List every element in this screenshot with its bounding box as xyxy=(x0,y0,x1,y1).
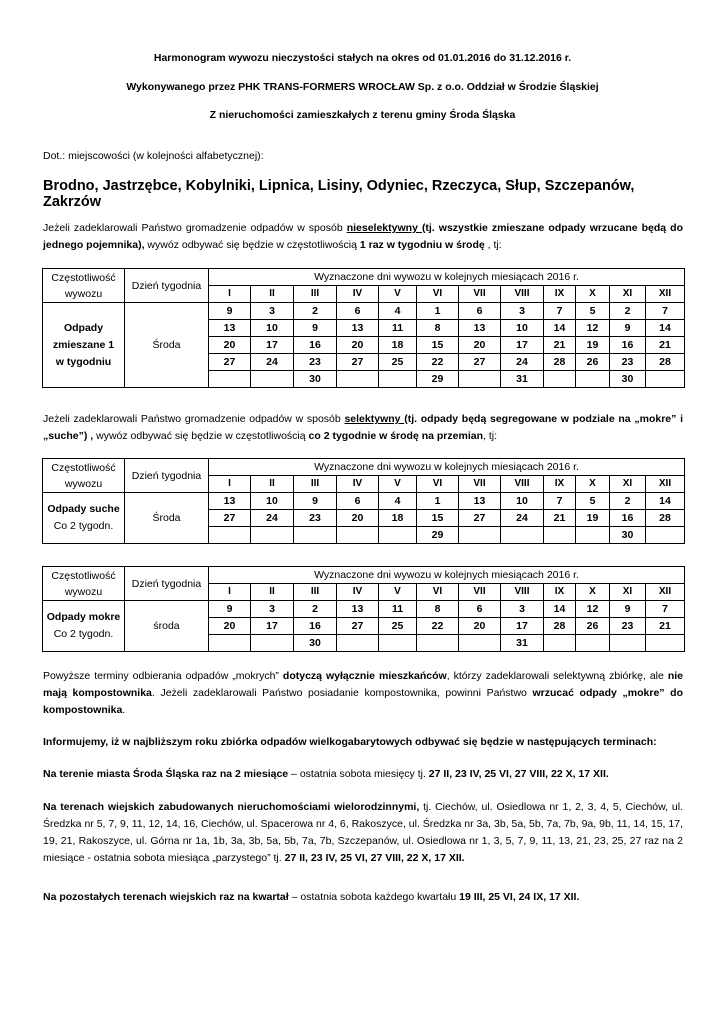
date-cell: 14 xyxy=(646,493,685,510)
date-cell xyxy=(379,527,417,544)
date-cell: 6 xyxy=(337,493,379,510)
date-cell: 16 xyxy=(610,337,646,354)
date-cell: 21 xyxy=(646,618,685,635)
month-header: VI xyxy=(417,584,459,601)
table-row xyxy=(43,601,685,618)
date-cell: 26 xyxy=(576,354,610,371)
month-header: II xyxy=(251,286,294,303)
date-cell: 30 xyxy=(610,371,646,388)
date-cell: 2 xyxy=(294,601,337,618)
month-header: XII xyxy=(646,476,685,493)
waste-type-label xyxy=(43,303,125,388)
date-cell: 20 xyxy=(337,337,379,354)
date-cell: 25 xyxy=(379,354,417,371)
month-header: II xyxy=(251,584,294,601)
month-header: IX xyxy=(544,584,576,601)
date-cell: 18 xyxy=(379,337,417,354)
date-cell: 1 xyxy=(417,493,459,510)
date-cell: 28 xyxy=(544,618,576,635)
date-cell xyxy=(459,371,501,388)
month-header: VII xyxy=(459,286,501,303)
weekday-cell: Środa xyxy=(125,493,209,544)
date-cell xyxy=(646,635,685,652)
date-cell: 30 xyxy=(294,635,337,652)
month-header: X xyxy=(576,476,610,493)
date-cell: 3 xyxy=(251,303,294,320)
date-cell xyxy=(646,527,685,544)
date-cell: 31 xyxy=(501,371,544,388)
date-cell xyxy=(251,371,294,388)
waste-type-text: Odpady suche xyxy=(47,503,120,515)
header-frequency: Częstotliwość wywozu xyxy=(43,459,125,493)
month-header: X xyxy=(576,584,610,601)
date-cell: 24 xyxy=(501,510,544,527)
month-header: IV xyxy=(337,584,379,601)
date-cell: 19 xyxy=(576,510,610,527)
date-cell: 3 xyxy=(501,601,544,618)
month-header: VIII xyxy=(501,286,544,303)
month-header: VII xyxy=(459,584,501,601)
month-header: XII xyxy=(646,286,685,303)
date-cell: 26 xyxy=(576,618,610,635)
title-line-1: Harmonogram wywozu nieczystości stałych na okres od 01.01.2016 do 31.12.2016 r. xyxy=(153,52,572,64)
date-cell xyxy=(576,371,610,388)
date-cell: 14 xyxy=(544,601,576,618)
date-cell: 14 xyxy=(646,320,685,337)
month-header: IV xyxy=(337,476,379,493)
date-cell: 12 xyxy=(576,320,610,337)
frequency-text: Co 2 tygodn. xyxy=(53,520,114,532)
date-cell: 13 xyxy=(209,320,251,337)
paragraph-compost: Powyższe terminy odbierania odpadów „mokrych” dotyczą wyłącznie mieszkańców, którzy zadeklarowali selektywną zbiórkę, ale nie mają kompostownika. Jeżeli zadeklarowali Państwo posiadanie kompostownika, powinni Państwo wrzucać odpady „mokre” do kompostownika. xyxy=(43,670,683,716)
date-cell: 27 xyxy=(459,510,501,527)
date-cell: 9 xyxy=(209,303,251,320)
waste-type-label xyxy=(43,493,125,544)
paragraph-bulky-rural: Na pozostałych terenach wiejskich raz na kwartał – ostatnia sobota każdego kwartału 19 III, 25 VI, 24 IX, 17 XII. xyxy=(43,891,580,903)
date-cell: 23 xyxy=(610,618,646,635)
date-cell xyxy=(337,371,379,388)
date-cell: 29 xyxy=(417,371,459,388)
paragraph-bulky-intro: Informujemy, iż w najbliższym roku zbiórka odpadów wielkogabarytowych odbywać się będzie w następujących terminach: xyxy=(43,736,657,748)
date-cell: 16 xyxy=(294,618,337,635)
date-cell: 10 xyxy=(251,320,294,337)
month-header: III xyxy=(294,584,337,601)
date-cell: 2 xyxy=(610,303,646,320)
date-cell: 13 xyxy=(337,320,379,337)
date-cell: 7 xyxy=(646,303,685,320)
month-header: XI xyxy=(610,286,646,303)
date-cell xyxy=(544,371,576,388)
date-cell: 27 xyxy=(337,354,379,371)
date-cell: 21 xyxy=(544,337,576,354)
header-frequency: Częstotliwość wywozu xyxy=(43,567,125,601)
date-cell xyxy=(501,527,544,544)
date-cell: 11 xyxy=(379,320,417,337)
date-cell: 9 xyxy=(294,493,337,510)
date-cell xyxy=(379,371,417,388)
date-cell: 23 xyxy=(610,354,646,371)
month-header: V xyxy=(379,476,417,493)
date-cell xyxy=(209,371,251,388)
date-cell: 17 xyxy=(251,337,294,354)
date-cell: 28 xyxy=(646,510,685,527)
date-cell: 27 xyxy=(209,510,251,527)
date-cell: 5 xyxy=(576,493,610,510)
month-header: III xyxy=(294,476,337,493)
month-header: VIII xyxy=(501,476,544,493)
date-cell: 8 xyxy=(417,601,459,618)
paragraph-unsorted: Jeżeli zadeklarowali Państwo gromadzenie odpadów w sposób nieselektywny (tj. wszystkie zmieszane odpady wrzucane będą do jednego pojemnika), wywóz odbywać się będzie w częstotliwością 1 raz w tygodniu w środę , tj: xyxy=(43,222,684,251)
date-cell: 19 xyxy=(576,337,610,354)
date-cell: 29 xyxy=(417,527,459,544)
date-cell: 12 xyxy=(576,601,610,618)
waste-type-text: Odpady zmieszane 1 w tygodniu xyxy=(52,321,115,368)
date-cell: 30 xyxy=(294,371,337,388)
date-cell: 6 xyxy=(459,601,501,618)
date-cell: 13 xyxy=(459,320,501,337)
date-cell xyxy=(337,635,379,652)
date-cell: 17 xyxy=(501,618,544,635)
date-cell xyxy=(209,635,251,652)
date-cell: 7 xyxy=(544,493,576,510)
date-cell: 3 xyxy=(501,303,544,320)
localities-intro: Dot.: miejscowości (w kolejności alfabetycznej): xyxy=(43,150,264,162)
month-header: II xyxy=(251,476,294,493)
date-cell: 24 xyxy=(251,354,294,371)
date-cell xyxy=(379,635,417,652)
header-weekday: Dzień tygodnia xyxy=(125,567,209,601)
date-cell xyxy=(459,635,501,652)
date-cell xyxy=(646,371,685,388)
month-header: VIII xyxy=(501,584,544,601)
date-cell: 24 xyxy=(251,510,294,527)
date-cell: 27 xyxy=(209,354,251,371)
table-row xyxy=(43,303,685,320)
date-cell: 20 xyxy=(459,337,501,354)
date-cell: 15 xyxy=(417,337,459,354)
month-header: I xyxy=(209,584,251,601)
date-cell: 28 xyxy=(544,354,576,371)
date-cell: 21 xyxy=(646,337,685,354)
month-header: I xyxy=(209,476,251,493)
date-cell: 2 xyxy=(610,493,646,510)
date-cell: 8 xyxy=(417,320,459,337)
date-cell: 25 xyxy=(379,618,417,635)
weekday-cell: Środa xyxy=(125,303,209,388)
date-cell: 10 xyxy=(251,493,294,510)
date-cell: 22 xyxy=(417,618,459,635)
table-row xyxy=(43,493,685,510)
date-cell: 2 xyxy=(294,303,337,320)
header-weekday: Dzień tygodnia xyxy=(125,459,209,493)
date-cell: 9 xyxy=(610,601,646,618)
paragraph-bulky-city: Na terenie miasta Środa Śląska raz na 2 miesiące – ostatnia sobota miesięcy tj. 27 II, 23 IV, 25 VI, 27 VIII, 22 X, 17 XII. xyxy=(43,768,609,780)
header-months-title: Wyznaczone dni wywozu w kolejnych miesiącach 2016 r. xyxy=(209,459,685,476)
date-cell: 27 xyxy=(337,618,379,635)
date-cell: 5 xyxy=(576,303,610,320)
date-cell: 16 xyxy=(610,510,646,527)
date-cell xyxy=(459,527,501,544)
date-cell: 24 xyxy=(501,354,544,371)
paragraph-sorted: Jeżeli zadeklarowali Państwo gromadzenie odpadów w sposób selektywny (tj. odpady będą segregowane w podziale na „mokre” i „suche”) , wywóz odbywać się będzie w częstotliwością co 2 tygodnie w środę na przemian, tj: xyxy=(43,413,683,442)
title-line-2: Wykonywanego przez PHK TRANS-FORMERS WROCŁAW Sp. z o.o. Oddział w Środzie Śląskiej xyxy=(126,81,599,93)
month-header: IX xyxy=(544,286,576,303)
date-cell xyxy=(544,527,576,544)
date-cell: 13 xyxy=(459,493,501,510)
date-cell: 27 xyxy=(459,354,501,371)
date-cell: 31 xyxy=(501,635,544,652)
date-cell: 18 xyxy=(379,510,417,527)
date-cell: 20 xyxy=(209,618,251,635)
schedule-table-dry xyxy=(42,458,685,544)
title-line-3: Z nieruchomości zamieszkałych z terenu gminy Środa Śląska xyxy=(209,109,516,121)
date-cell xyxy=(417,635,459,652)
date-cell: 16 xyxy=(294,337,337,354)
date-cell: 20 xyxy=(209,337,251,354)
schedule-table-wet xyxy=(42,566,685,652)
month-header: IX xyxy=(544,476,576,493)
month-header: XI xyxy=(610,476,646,493)
date-cell: 6 xyxy=(337,303,379,320)
waste-type-label xyxy=(43,601,125,652)
date-cell: 15 xyxy=(417,510,459,527)
header-frequency: Częstotliwość wywozu xyxy=(43,269,125,303)
date-cell xyxy=(544,635,576,652)
date-cell: 3 xyxy=(251,601,294,618)
month-header: X xyxy=(576,286,610,303)
date-cell: 4 xyxy=(379,493,417,510)
month-header: VI xyxy=(417,286,459,303)
date-cell: 7 xyxy=(646,601,685,618)
date-cell: 6 xyxy=(459,303,501,320)
date-cell xyxy=(209,527,251,544)
date-cell: 7 xyxy=(544,303,576,320)
date-cell: 9 xyxy=(294,320,337,337)
month-header: IV xyxy=(337,286,379,303)
date-cell: 13 xyxy=(209,493,251,510)
date-cell xyxy=(610,635,646,652)
date-cell: 20 xyxy=(459,618,501,635)
month-header: VI xyxy=(417,476,459,493)
date-cell xyxy=(337,527,379,544)
header-months-title: Wyznaczone dni wywozu w kolejnych miesiącach 2016 r. xyxy=(209,567,685,584)
date-cell: 10 xyxy=(501,493,544,510)
date-cell xyxy=(576,635,610,652)
date-cell: 13 xyxy=(337,601,379,618)
date-cell: 17 xyxy=(501,337,544,354)
header-months-title: Wyznaczone dni wywozu w kolejnych miesiącach 2016 r. xyxy=(209,269,685,286)
frequency-text: Co 2 tygodn. xyxy=(53,628,114,640)
date-cell: 23 xyxy=(294,510,337,527)
date-cell: 9 xyxy=(610,320,646,337)
schedule-table-mixed xyxy=(42,268,685,388)
date-cell: 28 xyxy=(646,354,685,371)
date-cell xyxy=(294,527,337,544)
date-cell: 4 xyxy=(379,303,417,320)
localities-list: Brodno, Jastrzębce, Kobylniki, Lipnica, Lisiny, Odyniec, Rzeczyca, Słup, Szczepanów, Zakrzów xyxy=(43,178,635,210)
date-cell: 20 xyxy=(337,510,379,527)
date-cell: 22 xyxy=(417,354,459,371)
date-cell: 11 xyxy=(379,601,417,618)
month-header: I xyxy=(209,286,251,303)
date-cell: 14 xyxy=(544,320,576,337)
header-weekday: Dzień tygodnia xyxy=(125,269,209,303)
date-cell xyxy=(576,527,610,544)
month-header: XI xyxy=(610,584,646,601)
date-cell: 1 xyxy=(417,303,459,320)
paragraph-bulky-multifamily: Na terenach wiejskich zabudowanych nieruchomościami wielorodzinnymi, tj. Ciechów, ul. Osiedlowa nr 1, 2, 3, 4, 5, Ciechów, ul. Średzka nr 5, 7, 9, 11, 12, 14, 16, Ciechów, ul. Spacerowa nr 4, 6, Rakoszyce, ul. Średzka nr 3a, 3b, 5a, 5b, 7a, 7b, 9a, 9b, 11, 14, 15, 17, 19, 21, Rakoszyce, ul. Górna nr 1a, 1b, 3a, 3b, 5a, 5b, 7a, 7b, Szczepanów, ul. Osiedlowa nr 1, 3, 5, 7, 9, 11, 13, 21, 23, 25, 27 raz na 2 miesiące - ostatnia sobota miesiąca „parzystego” tj. 27 II, 23 IV, 25 VI, 27 VIII, 22 X, 17 XII. xyxy=(43,801,683,864)
weekday-cell: środa xyxy=(125,601,209,652)
date-cell xyxy=(251,635,294,652)
month-header: III xyxy=(294,286,337,303)
month-header: V xyxy=(379,286,417,303)
date-cell: 9 xyxy=(209,601,251,618)
month-header: VII xyxy=(459,476,501,493)
month-header: XII xyxy=(646,584,685,601)
waste-type-text: Odpady mokre xyxy=(46,611,121,623)
date-cell: 21 xyxy=(544,510,576,527)
date-cell xyxy=(251,527,294,544)
date-cell: 10 xyxy=(501,320,544,337)
date-cell: 17 xyxy=(251,618,294,635)
date-cell: 23 xyxy=(294,354,337,371)
date-cell: 30 xyxy=(610,527,646,544)
month-header: V xyxy=(379,584,417,601)
